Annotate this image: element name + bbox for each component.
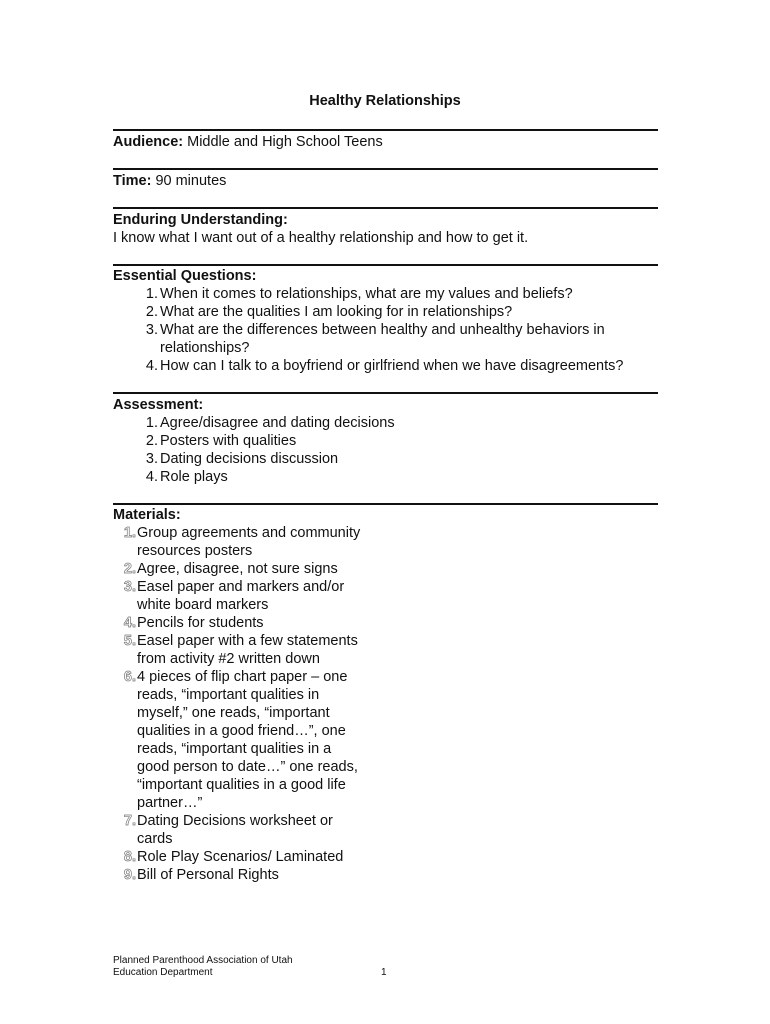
footer-org: Planned Parenthood Association of Utah <box>113 955 293 966</box>
divider <box>113 392 658 394</box>
time-value: 90 minutes <box>151 173 227 189</box>
time-line <box>113 172 658 190</box>
audience-label: Audience: <box>113 134 184 150</box>
enduring-label: Enduring Understanding: <box>113 212 288 228</box>
list-item: 2. Agree, disagree, not sure signs <box>123 561 338 577</box>
materials-label: Materials: <box>113 507 181 523</box>
questions-list <box>113 285 658 375</box>
page-title: Healthy Relationships <box>309 93 461 109</box>
questions-section <box>113 267 658 375</box>
list-item: 8. Role Play Scenarios/ Laminated <box>123 849 344 865</box>
materials-list <box>113 524 658 884</box>
divider <box>113 503 658 505</box>
list-item: 7. Dating Decisions worksheet or cards <box>123 813 333 847</box>
list-item: 3. Easel paper and markers and/or white board markers <box>123 579 345 613</box>
enduring-text: I know what I want out of a healthy relationship and how to get it. <box>113 230 529 246</box>
audience-value: Middle and High School Teens <box>183 134 383 150</box>
assessment-list <box>113 414 658 486</box>
list-item: 2. What are the qualities I am looking for in relationships? <box>145 304 513 320</box>
divider <box>113 264 658 266</box>
enduring-section <box>113 211 658 247</box>
footer <box>113 955 293 979</box>
divider <box>113 168 658 170</box>
divider <box>113 207 658 209</box>
list-item: 3. What are the differences between healthy and unhealthy behaviors in relationships? <box>145 322 605 356</box>
list-item: 1. Agree/disagree and dating decisions <box>145 415 395 431</box>
list-item: 5. Easel paper with a few statements from activity #2 written down <box>123 633 358 667</box>
time-label: Time: <box>113 173 152 189</box>
list-item: 1. When it comes to relationships, what are my values and beliefs? <box>145 286 573 302</box>
footer-dept: Education Department <box>113 967 213 978</box>
list-item: 4. Pencils for students <box>123 615 264 631</box>
list-item: 1. Group agreements and community resources posters <box>123 525 361 559</box>
assessment-section <box>113 396 658 486</box>
page-number: 1 <box>381 967 387 978</box>
list-item: 9. Bill of Personal Rights <box>123 867 279 883</box>
questions-label: Essential Questions: <box>113 268 257 284</box>
list-item: 3. Dating decisions discussion <box>145 451 339 467</box>
list-item: 4. Role plays <box>145 469 228 485</box>
assessment-label: Assessment: <box>113 397 204 413</box>
list-item: 4. How can I talk to a boyfriend or girlfriend when we have disagreements? <box>145 358 624 374</box>
divider <box>113 129 658 131</box>
list-item: 2. Posters with qualities <box>145 433 297 449</box>
materials-section <box>113 506 658 884</box>
list-item: 6. 4 pieces of flip chart paper – one reads, “important qualities in myself,” one reads, “important qualities in a good friend…”, one reads, “important qualities in a good person to date…” one reads, “important qualities in a good life partner…” <box>123 669 358 811</box>
audience-line <box>113 133 658 151</box>
